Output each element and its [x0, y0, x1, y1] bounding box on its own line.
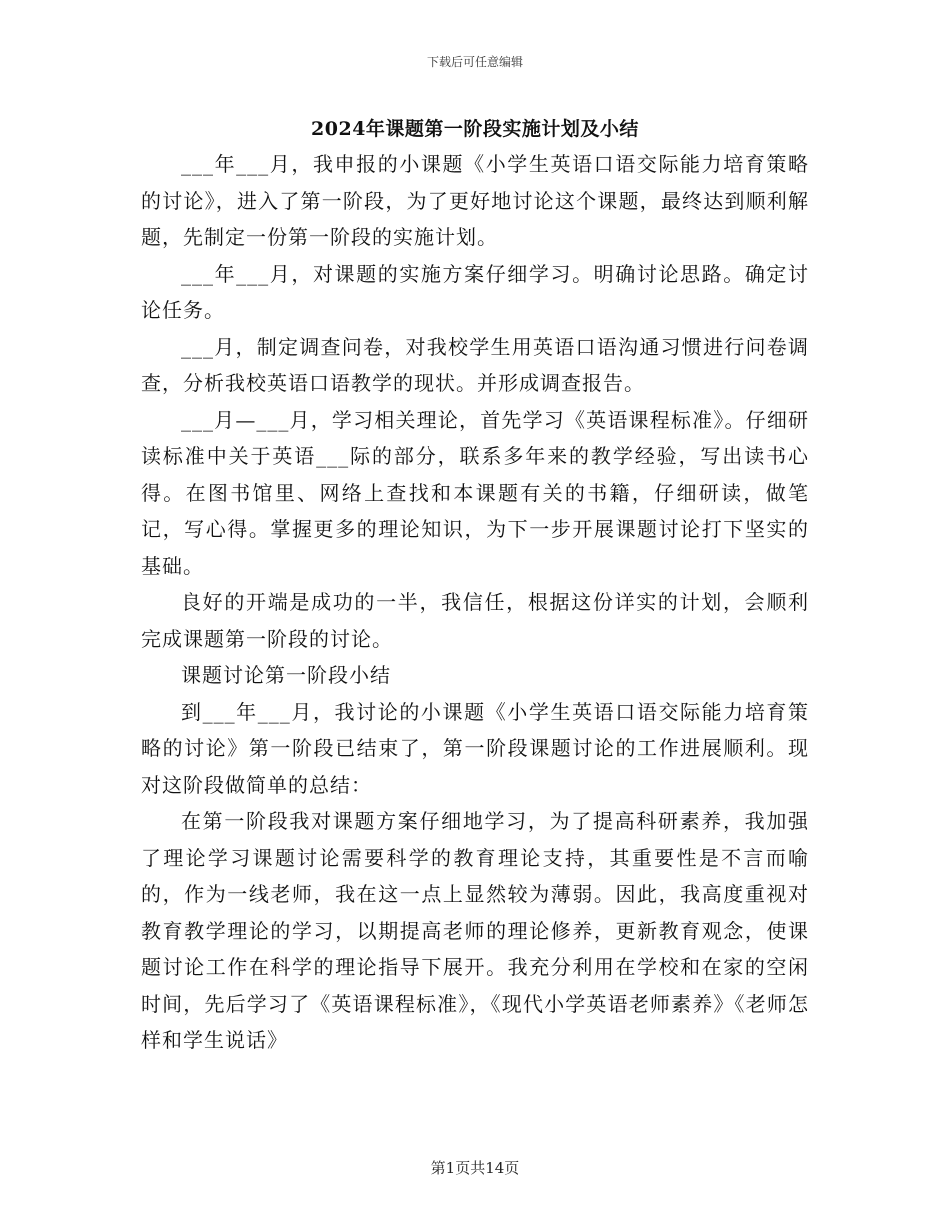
paragraph-plan-step-1: ___年___月，对课题的实施方案仔细学习。明确讨论思路。确定讨论任务。 — [141, 261, 809, 322]
header-note: 下载后可任意编辑 — [426, 55, 523, 69]
page-footer: 第1页共14页 — [430, 1159, 520, 1177]
document-body — [141, 146, 809, 1059]
paragraph-plan-step-2: ___月，制定调查问卷，对我校学生用英语口语沟通习惯进行问卷调查，分析我校英语口语教学的现状。并形成调查报告。 — [141, 334, 809, 395]
paragraph-plan-conclusion: 良好的开端是成功的一半，我信任，根据这份详实的计划，会顺利完成课题第一阶段的讨论。 — [141, 590, 809, 651]
paragraph-summary-intro: 到___年___月，我讨论的小课题《小学生英语口语交际能力培育策略的讨论》第一阶段已结束了，第一阶段课题讨论的工作进展顺利。现对这阶段做简单的总结： — [141, 699, 809, 797]
section-heading-summary: 课题讨论第一阶段小结 — [181, 663, 391, 687]
document-title: 2024年课题第一阶段实施计划及小结 — [311, 118, 639, 140]
paragraph-plan-intro: ___年___月，我申报的小课题《小学生英语口语交际能力培育策略的讨论》，进入了第一阶段，为了更好地讨论这个课题，最终达到顺利解题，先制定一份第一阶段的实施计划。 — [141, 152, 809, 249]
paragraph-plan-step-3: ___月—___月，学习相关理论，首先学习《英语课程标准》。仔细研读标准中关于英语___际的部分，联系多年来的教学经验，写出读书心得。在图书馆里、网络上查找和本课题有关的书籍，仔细研读，做笔记，写心得。掌握更多的理论知识，为下一步开展课题讨论打下坚实的基础。 — [141, 407, 809, 578]
paragraph-summary-body: 在第一阶段我对课题方案仔细地学习，为了提高科研素养，我加强了理论学习课题讨论需要科学的教育理论支持，其重要性是不言而喻的，作为一线老师，我在这一点上显然较为薄弱。因此，我高度重视对教育教学理论的学习，以期提高老师的理论修养，更新教育观念，使课题讨论工作在科学的理论指导下展开。我充分利用在学校和在家的空闲时间，先后学习了《英语课程标准》，《现代小学英语老师素养》《老师怎样和学生说话》 — [141, 809, 809, 1052]
